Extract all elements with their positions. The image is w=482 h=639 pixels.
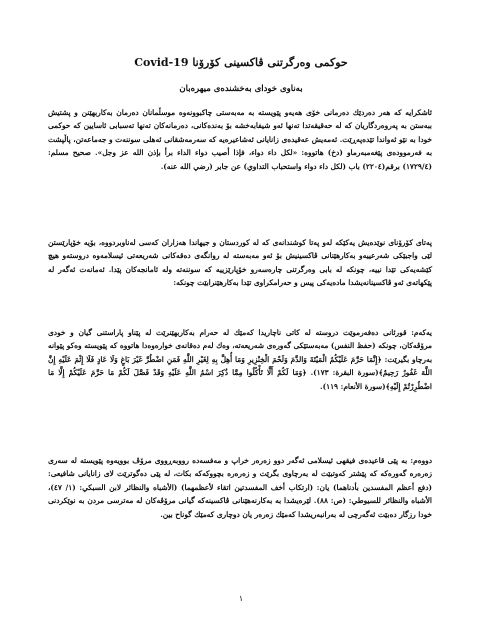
- paragraph-first-point: یەكەم: قورئانی دەفەرموێت دروستە لە كاتی ناچاریدا كەمێك لە حەرام بەكاربهێنرێت لە پێناو پاراستنی گیان و خودی مرۆڤەكان، چونكە (حفظ النفس) مەبەستێكی گەورەی شەریعەتە، وەك لەم دەقانەی خوارەوەدا هاتووە كە پێویستە وەكو پێوانە بەرچاو بگیرێت: ﴿إِنَّمَا حَرَّمَ عَلَيْكُمُ الْمَيْتَةَ وَالدَّمَ وَلَحْمَ الْخِنْزِيرِ وَمَا أُهِلَّ بِهِ لِغَيْرِ اللَّهِ فَمَنِ اضْطُرَّ غَيْرَ بَاغٍ وَلَا عَادٍ فَلَا إِثْمَ عَلَيْهِ إِنَّ اللَّهَ غَفُورٌ رَحِيمٌ﴾(سورة البقرة: ١٧٣). ﴿وَمَا لَكُمْ أَلَّا تَأْكُلُوا مِمَّا ذُكِرَ اسْمُ اللَّهِ عَلَيْهِ وَقَدْ فَصَّلَ لَكُمْ مَا حَرَّمَ عَلَيْكُمْ إِلَّا مَا اضْطُرِرْتُمْ إِلَيْهِ﴾(سورة الأنعام: ١١٩).: [48, 328, 432, 391]
- paragraph-corona: پەتای كۆرۆنای نوێدەیش یەكێكە لەو پەتا كوشندانەی كە لە كوردستان و جیهاندا هەزاران كەسی لەناوبردووە، بۆیە خۆپارێستن لێی واجبێكی شەرعییەو بەكارهێنانی ڤاكسینیش بۆ ئەو مەبەستە لە روانگەی دەقەكانی شەریعەتی ئیسلامەوە دروستەو هیچ كێشەیەكی تێدا نییە، چونكە لە بابی وەرگرتنی چارەسەرو خۆپارێزییە كە سوننەتە ولە ئامانجەكان پێدا. ئەمانەت ئەگەر لە پێكهاتەی ئەو ڤاكسینانەیشدا مادەیەكی پیس و حەرامكراوی تێدا بەكارهێنرابێت چونكە:: [48, 238, 432, 288]
- paragraph-second-point: دووەم: بە پێی قاعیدەی فیقهی ئیسلامی ئەگەر دوو زەرەر خراپ و مەفسەدە رووبەڕووی مرۆڤ بوویەوە پێویستە لە سەری زەرەرە گەورەكە كە پێشتر كەوتبێت لە بەرچاوی بگرێت و زەرەرە بچووكەكە بكات، لە پێی دەگوترێت لای زانایانی شافیعی: (دفع أعظم المفسدين بأدناهما) یان: (ارتكاب أخف المفسدتين اتقاء لأعظمهما) (الأشباه والنظائر لابن السبكي: (١/ ٤٧)، الأشباه والنظائر للسيوطي: (ص: ٨٨). لێرەیشدا بە بەكارنەهێنانی ڤاكسینەكە گیانی مرۆڤەكان لە مەترسی مردن بە نوێكردنی خودا رزگار دەبێت ئەگەرچی لە بەرانبەریشدا كەمێك زەرەر یان دوچاری كەمێك گوناح بین.: [48, 456, 432, 519]
- paragraph-intro: ئاشكرایە كە هەر دەردێك دەرمانی خۆی هەیەو پێویستە بە مەبەستی چاكبوونەوە موسڵمانان دەرمان بەكاربهێنن و پشتیش ببەستن بە پەروەردگاریان كە لە حەقیقەتدا تەنها ئەو شیفابەخشە بۆ بەندەكانی، دەرمانەكان تەنها تەسبابی ئاسایین كە حوكمی خودا بە نێو ئەواندا تێدەپەڕێت. ئەمەیش عەقیدەی زانایانی ئەشاعیرەیە كە سەرمەشقانی ئەهلی سوننەت و جەماعەتن، پاڵپشت بە فەرموودەی پێغەمبەرماو (دخ) هاتووە: «لكل داء دواء، فإذا أصيب دواء الداء برأ بإذن الله عز وجل». صحيح مسلم: (١٧٢٩/٤) برقم(٢٢٠٤) باب (لكل داء دواء واستحباب التداوي) عن جابر (رضي الله عنه).: [48, 108, 432, 171]
- document-title: حوكمی وەرگرتنی ڤاكسینی كۆرۆنا Covid-19: [134, 56, 348, 69]
- basmala-heading: بەناوی خودای بەخشندەی میهرەبان: [179, 84, 303, 94]
- page-number: ١: [238, 594, 244, 603]
